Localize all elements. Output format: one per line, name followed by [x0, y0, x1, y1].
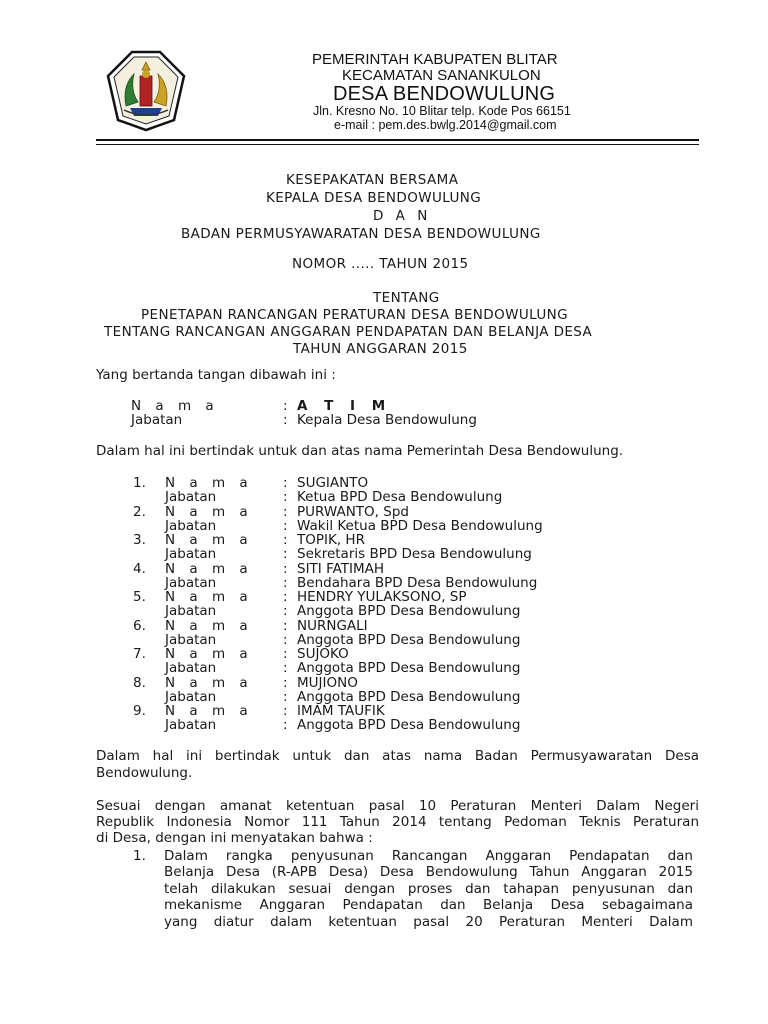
member-number: 5.	[133, 589, 146, 605]
document-number: NOMOR ..... TAHUN 2015	[292, 256, 469, 272]
member-jabatan-label: Jabatan	[165, 632, 217, 648]
bpd-statement-line-2: Bendowulung.	[96, 765, 193, 781]
kepala-nama-label: N a m a	[131, 398, 219, 414]
member-nama: NURNGALI	[297, 618, 368, 634]
member-jabatan: Sekretaris BPD Desa Bendowulung	[297, 546, 532, 562]
member-jabatan-label: Jabatan	[165, 489, 217, 505]
member-jabatan-label: Jabatan	[165, 660, 217, 676]
member-colon: :	[283, 546, 288, 562]
member-colon: :	[283, 475, 288, 491]
subject-line-3: TAHUN ANGGARAN 2015	[293, 341, 468, 357]
member-number: 6.	[133, 618, 146, 634]
member-jabatan: Anggota BPD Desa Bendowulung	[297, 660, 521, 676]
point-1-line-5: yang diatur dalam ketentuan pasal 20 Peraturan Menteri Dalam	[164, 914, 693, 930]
member-jabatan: Anggota BPD Desa Bendowulung	[297, 603, 521, 619]
kepala-nama-colon: :	[283, 398, 288, 414]
member-colon: :	[283, 646, 288, 662]
member-nama-label: N a m a	[165, 703, 253, 719]
member-nama: SITI FATIMAH	[297, 561, 385, 577]
member-colon: :	[283, 504, 288, 520]
member-jabatan-label: Jabatan	[165, 717, 217, 733]
point-1-number: 1.	[133, 848, 146, 864]
title-line-2: KEPALA DESA BENDOWULUNG	[266, 190, 482, 206]
bpd-statement-line-1: Dalam hal ini bertindak untuk dan atas nama Badan Permusyawaratan Desa	[96, 748, 699, 764]
member-nama-label: N a m a	[165, 475, 253, 491]
member-colon: :	[283, 603, 288, 619]
member-colon: :	[283, 703, 288, 719]
header-address: Jln. Kresno No. 10 Blitar telp. Kode Pos 66151	[313, 104, 571, 118]
subject-line-2: TENTANG RANCANGAN ANGGARAN PENDAPATAN DAN BELANJA DESA	[104, 324, 593, 340]
member-nama-label: N a m a	[165, 675, 253, 691]
member-nama-label: N a m a	[165, 532, 253, 548]
member-jabatan: Anggota BPD Desa Bendowulung	[297, 689, 521, 705]
amanat-line-3: di Desa, dengan ini menyatakan bahwa :	[96, 830, 373, 846]
header-email: e-mail : pem.des.bwlg.2014@gmail.com	[334, 118, 557, 132]
title-line-3: D A N	[373, 208, 432, 224]
point-1-line-2: Belanja Desa (R-APB Desa) Desa Bendowulung Tahun Anggaran 2015	[164, 864, 693, 880]
kepala-jabatan-value: Kepala Desa Bendowulung	[297, 412, 477, 428]
member-number: 3.	[133, 532, 146, 548]
member-nama: HENDRY YULAKSONO, SP	[297, 589, 467, 605]
village-emblem-logo	[104, 46, 188, 132]
member-colon: :	[283, 632, 288, 648]
member-colon: :	[283, 689, 288, 705]
header-district: KECAMATAN SANANKULON	[342, 67, 541, 84]
intro-text: Yang bertanda tangan dibawah ini :	[96, 367, 336, 383]
member-colon: :	[283, 489, 288, 505]
member-number: 2.	[133, 504, 146, 520]
member-nama: IMAM TAUFIK	[297, 703, 385, 719]
member-colon: :	[283, 561, 288, 577]
member-jabatan: Bendahara BPD Desa Bendowulung	[297, 575, 538, 591]
member-number: 7.	[133, 646, 146, 662]
point-1-line-3: telah dilakukan sesuai dengan proses dan tahapan penyusunan dan	[164, 881, 693, 897]
header-government: PEMERINTAH KABUPATEN BLITAR	[312, 51, 558, 68]
subject-heading: TENTANG	[373, 290, 440, 306]
member-nama: MUJIONO	[297, 675, 358, 691]
subject-line-1: PENETAPAN RANCANGAN PERATURAN DESA BENDOWULUNG	[141, 307, 569, 323]
header-divider-thin	[96, 144, 699, 145]
member-colon: :	[283, 589, 288, 605]
kepala-jabatan-label: Jabatan	[131, 412, 183, 428]
member-colon: :	[283, 717, 288, 733]
member-nama: SUGIANTO	[297, 475, 369, 491]
amanat-line-1: Sesuai dengan amanat ketentuan pasal 10 Peraturan Menteri Dalam Negeri	[96, 798, 699, 814]
member-nama: PURWANTO, Spd	[297, 504, 409, 520]
member-number: 8.	[133, 675, 146, 691]
member-jabatan: Anggota BPD Desa Bendowulung	[297, 717, 521, 733]
member-jabatan-label: Jabatan	[165, 518, 217, 534]
member-number: 9.	[133, 703, 146, 719]
member-jabatan-label: Jabatan	[165, 689, 217, 705]
kepala-statement: Dalam hal ini bertindak untuk dan atas nama Pemerintah Desa Bendowulung.	[96, 443, 624, 459]
point-1-line-1: Dalam rangka penyusunan Rancangan Anggaran Pendapatan dan	[164, 848, 693, 864]
member-jabatan-label: Jabatan	[165, 575, 217, 591]
member-nama-label: N a m a	[165, 504, 253, 520]
member-nama-label: N a m a	[165, 561, 253, 577]
member-jabatan-label: Jabatan	[165, 546, 217, 562]
member-jabatan: Ketua BPD Desa Bendowulung	[297, 489, 503, 505]
member-jabatan-label: Jabatan	[165, 603, 217, 619]
member-nama: SUJOKO	[297, 646, 349, 662]
kepala-jabatan-colon: :	[283, 412, 288, 428]
point-1-line-4: mekanisme Anggaran Pendapatan dan Belanja Desa sebagaimana	[164, 897, 693, 913]
title-line-4: BADAN PERMUSYAWARATAN DESA BENDOWULUNG	[181, 226, 541, 242]
member-colon: :	[283, 518, 288, 534]
member-nama: TOPIK, HR	[297, 532, 365, 548]
member-number: 1.	[133, 475, 146, 491]
member-jabatan: Wakil Ketua BPD Desa Bendowulung	[297, 518, 543, 534]
member-nama-label: N a m a	[165, 646, 253, 662]
member-colon: :	[283, 660, 288, 676]
member-colon: :	[283, 532, 288, 548]
header-village: DESA BENDOWULUNG	[333, 83, 556, 105]
title-line-1: KESEPAKATAN BERSAMA	[286, 172, 459, 188]
member-nama-label: N a m a	[165, 618, 253, 634]
amanat-line-2: Republik Indonesia Nomor 111 Tahun 2014 tentang Pedoman Teknis Peraturan	[96, 814, 699, 830]
member-colon: :	[283, 675, 288, 691]
member-colon: :	[283, 618, 288, 634]
member-nama-label: N a m a	[165, 589, 253, 605]
member-jabatan: Anggota BPD Desa Bendowulung	[297, 632, 521, 648]
member-colon: :	[283, 575, 288, 591]
member-number: 4.	[133, 561, 146, 577]
header-divider-thick	[96, 139, 699, 141]
kepala-nama-value: A T I M	[297, 398, 392, 414]
